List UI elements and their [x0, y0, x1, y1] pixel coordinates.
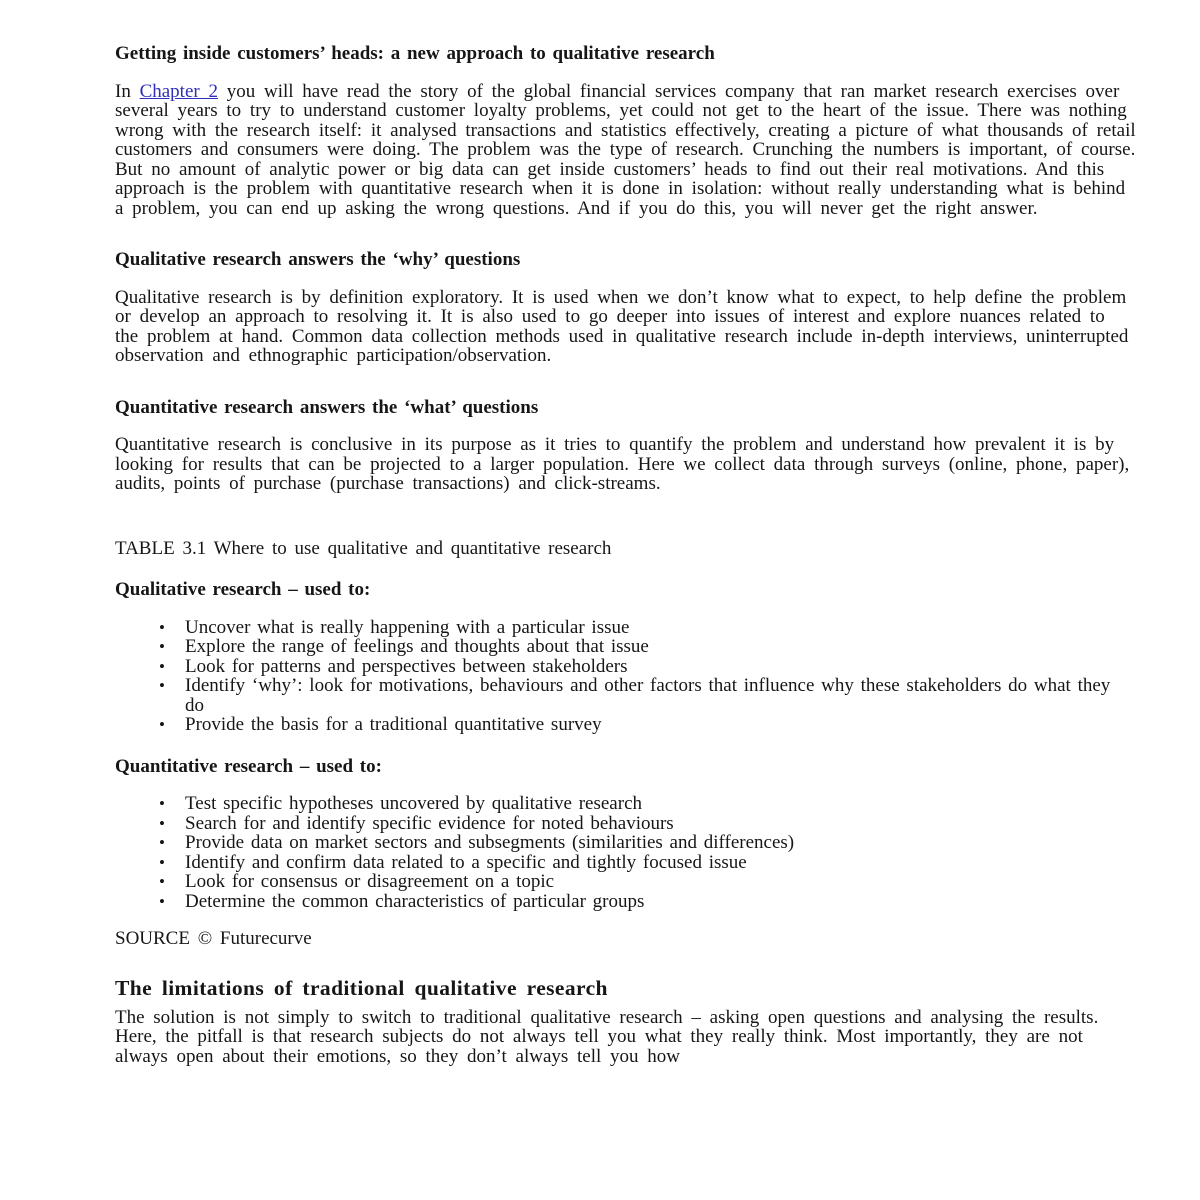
qualitative-why-heading: Qualitative research answers the ‘why’ questions	[115, 249, 521, 270]
list-item: • Explore the range of feelings and thoughts about that issue	[185, 637, 1136, 657]
quantitative-used-to-heading: Quantitative research – used to:	[115, 755, 382, 777]
article-heading: Getting inside customers’ heads: a new approach to qualitative research	[115, 43, 715, 64]
intro-prefix: In	[115, 80, 140, 102]
list-item: • Determine the common characteristics of particular groups	[185, 892, 1136, 912]
list-item: • Look for consensus or disagreement on a topic	[185, 872, 1136, 892]
intro-paragraph	[115, 82, 1136, 219]
list-item: • Search for and identify specific evidence for noted behaviours	[185, 814, 1136, 834]
intro-body: you will have read the story of the global financial services company that ran market research exercises over several years to try to understand customer loyalty problems, yet could not get to the heart of the issue. There was nothing wrong with the research itself: it analysed transactions and statistics effectively, creating a picture of what thousands of retail customers and consumers were doing. The problem was the type of research. Crunching the numbers is important, of course. But no amount of analytic power or big data can get inside customers’ heads to find out their real motivations. And this approach is the problem with quantitative research when it is done in isolation: without really understanding what is behind a problem, you can end up asking the wrong questions. And if you do this, you will never get the right answer.	[115, 80, 1136, 219]
table-caption: TABLE 3.1 Where to use qualitative and quantitative research	[115, 537, 612, 559]
list-item: • Identify ‘why’: look for motivations, behaviours and other factors that influence why these stakeholders do what they do	[185, 676, 1136, 715]
list-item: • Provide data on market sectors and subsegments (similarities and differences)	[185, 833, 1136, 853]
chapter-2-link[interactable]: Chapter 2	[139, 80, 218, 102]
quantitative-used-to-list	[115, 794, 1136, 911]
list-item: • Test specific hypotheses uncovered by qualitative research	[185, 794, 1136, 814]
qualitative-used-to-list	[115, 618, 1136, 735]
list-item: • Look for patterns and perspectives between stakeholders	[185, 657, 1136, 677]
qualitative-used-to-heading: Qualitative research – used to:	[115, 579, 371, 600]
qualitative-why-paragraph: Qualitative research is by definition exploratory. It is used when we don’t know what to expect, to help define the problem or develop an approach to resolving it. It is also used to go deeper into issues of interest and explore nuances related to the problem at hand. Common data collection methods used in qualitative research include in-depth interviews, uninterrupted observation and ethnographic participation/observation.	[115, 286, 1129, 366]
limitations-paragraph: The solution is not simply to switch to traditional qualitative research – asking open questions and analysing the results. Here, the pitfall is that research subjects do not always tell you what they really think. Most importantly, they are not always open about their emotions, so they don’t always tell you how	[115, 1006, 1099, 1067]
list-item: • Provide the basis for a traditional quantitative survey	[185, 715, 1136, 735]
limitations-heading: The limitations of traditional qualitative research	[115, 975, 608, 1000]
table-source: SOURCE © Futurecurve	[115, 928, 312, 949]
quantitative-what-heading: Quantitative research answers the ‘what’ questions	[115, 396, 539, 418]
list-item: • Identify and confirm data related to a specific and tightly focused issue	[185, 853, 1136, 873]
list-item: • Uncover what is really happening with a particular issue	[185, 618, 1136, 638]
quantitative-what-paragraph: Quantitative research is conclusive in its purpose as it tries to quantify the problem and understand how prevalent it is by looking for results that can be projected to a larger population. Here we collect data through surveys (online, phone, paper), audits, points of purchase (purchase transactions) and click-streams.	[115, 434, 1130, 494]
